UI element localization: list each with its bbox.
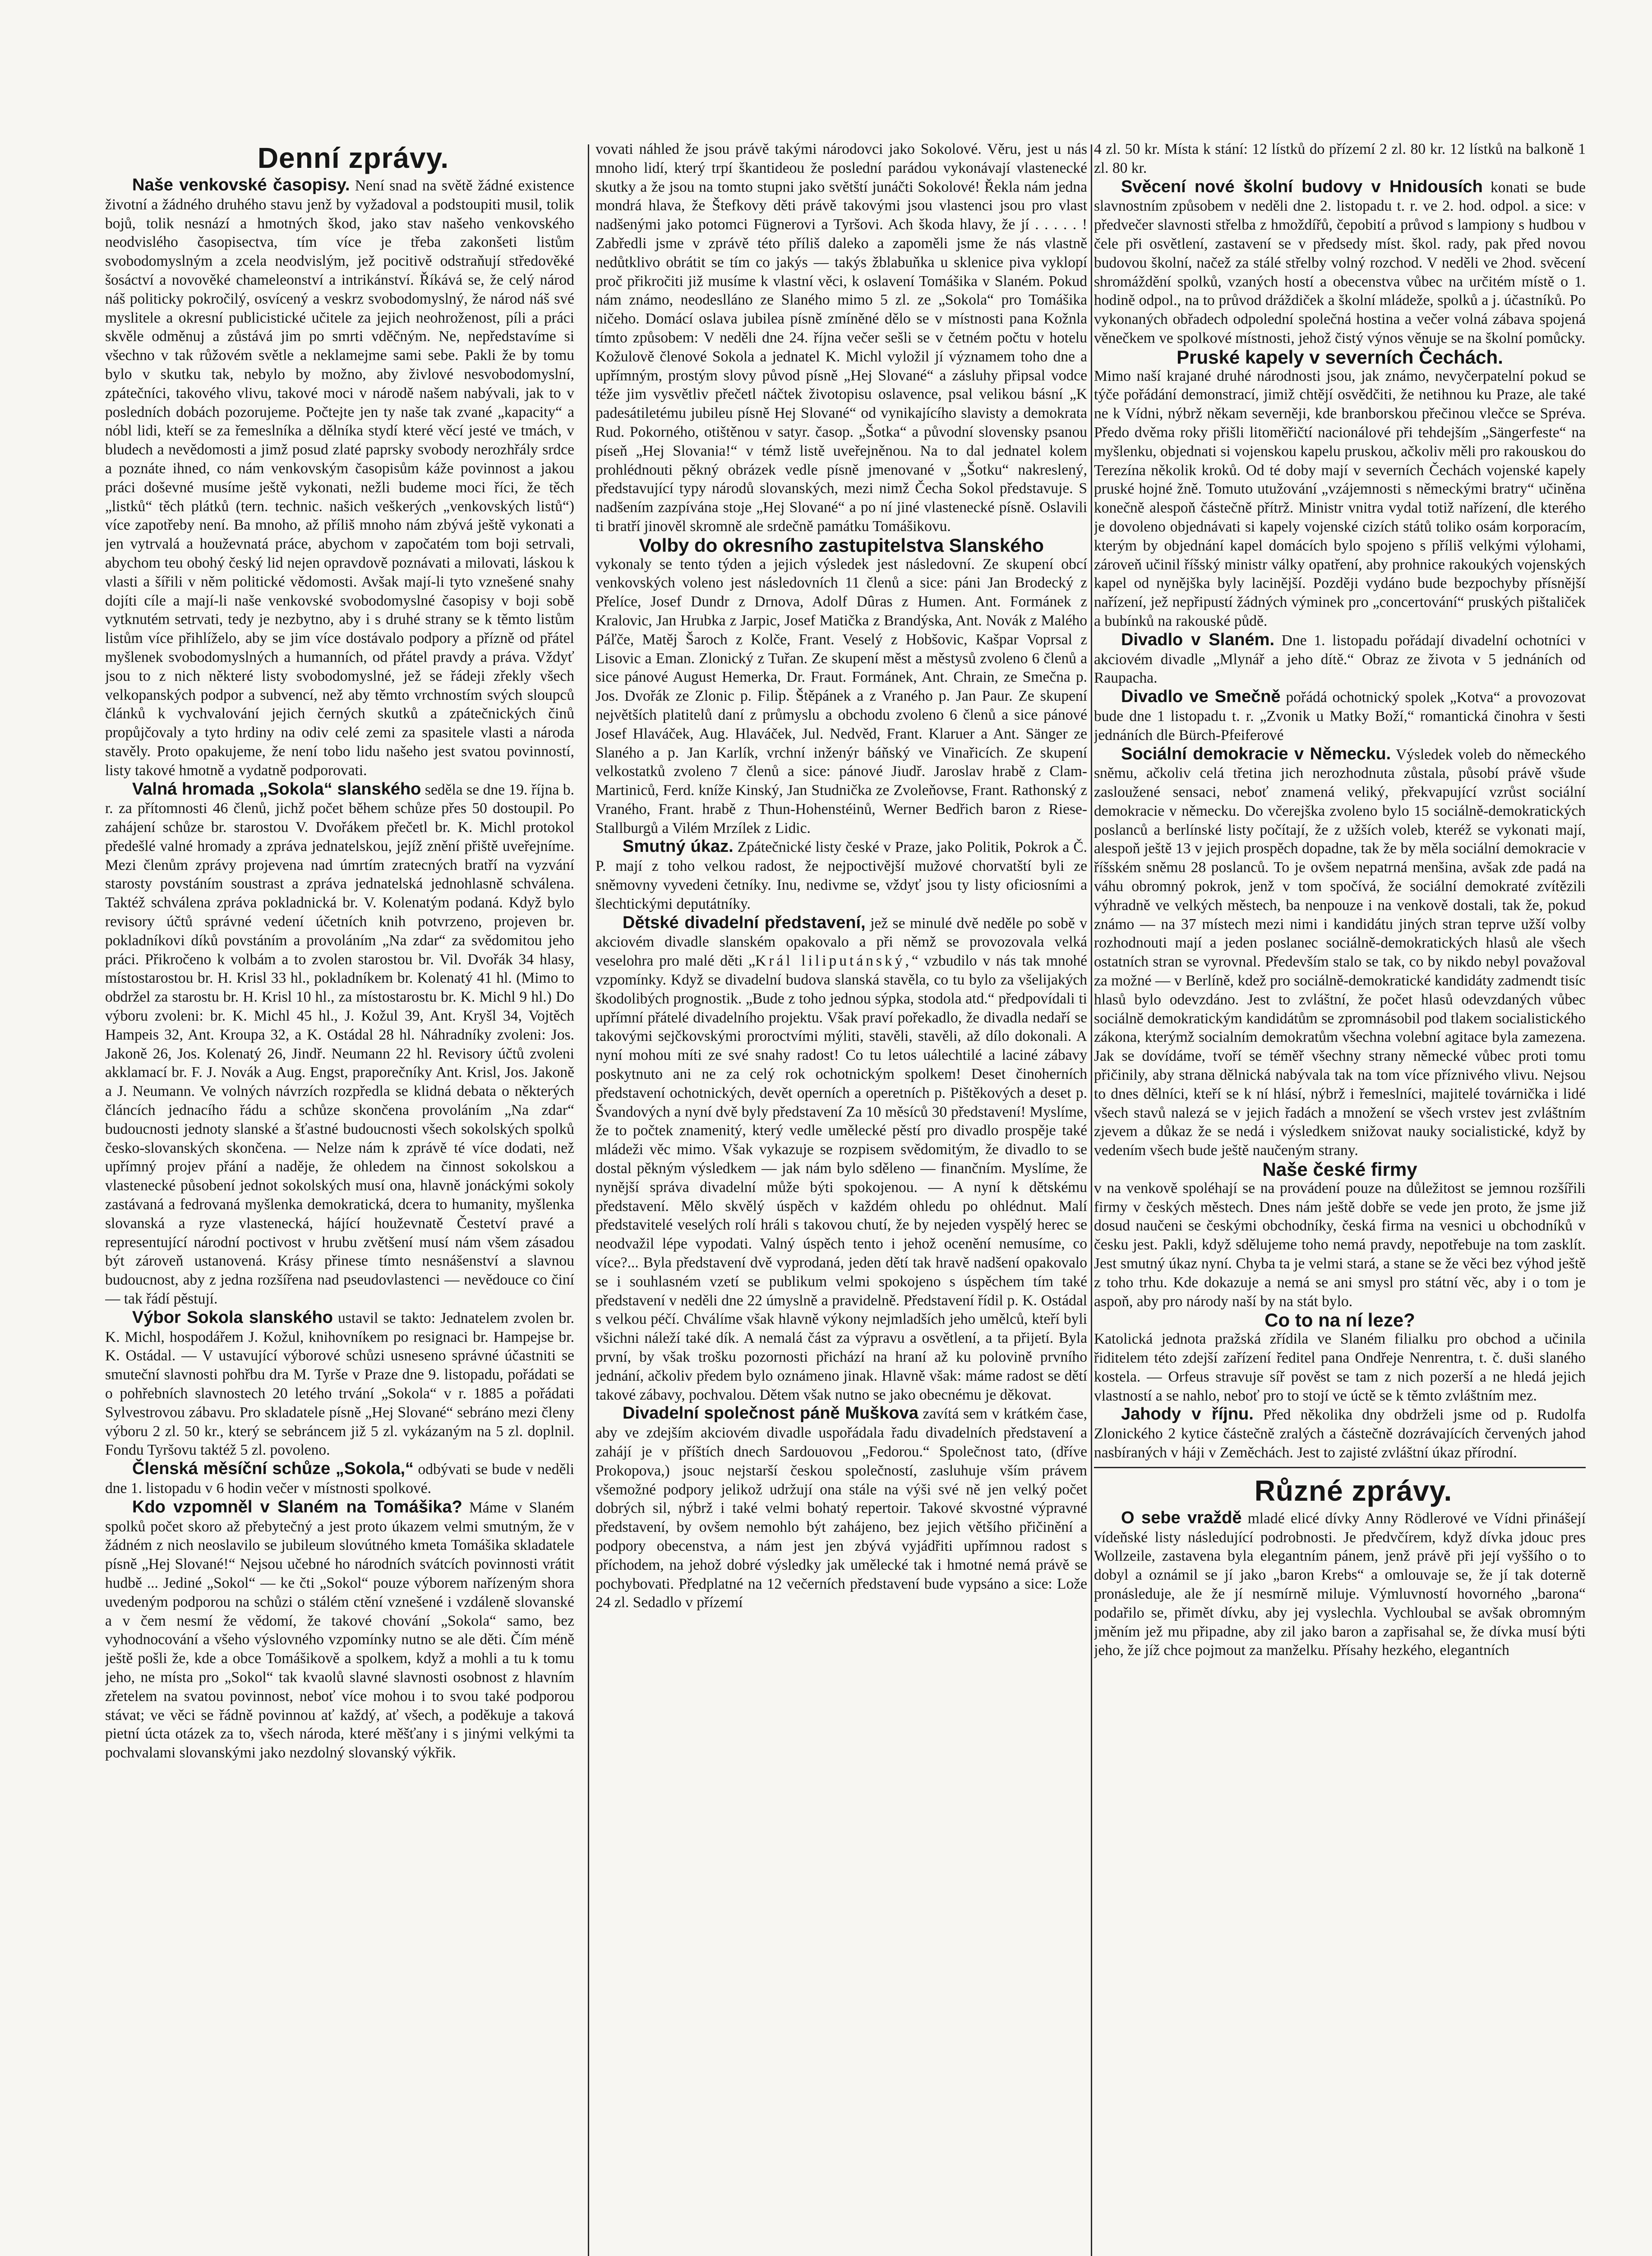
- article-nase-venkovske-casopisy: [105, 176, 574, 780]
- article-heading: Kdo vzpomněl v Slaném na Tomášika?: [132, 1497, 462, 1516]
- article-heading: O sebe vraždě: [1121, 1508, 1242, 1527]
- article-vybor-sokola: [105, 1308, 574, 1460]
- article-detske-divadelni: [595, 914, 1087, 1405]
- article-text-spaced: Král liliputánský,: [755, 952, 912, 970]
- column-1: [105, 140, 574, 2256]
- article-kdo-vzpomnel: [105, 1498, 574, 1762]
- article-text: Máme v Slaném spolků počet skoro až přebytečný a jest proto úkazem velmi smutným, že v žádném z nich neoslavilo se jubileum slovútného kmeta Tomášika skladatele písně „Hej Slované!“ Nejsou učebné ho národních svátcích povinnosti vrátit hudbě ... Jediné „Sokol“ — ke čti „Sokol“ pouze výborem nařízeným shora uvedeným podporou na schůzi o stálém ctění vznešené i vzdáleně slovanské a v čem nesmí že vědomí, že takové chování „Sokola“ samo, bez vyhodnocování a všeho výslovného vzpomínky nutno se ale děti. Čím méně ještě pošli že, kde a obce Tomášikově a spolkem, když a mohli a tu k tomu jeho, ne místa pro „Sokol“ tak kvaolů slavné slavnosti osobnost z hlavním zřetelem na svatou povinnost, neboť více mohou i to svou také podporou stávat; ve věci se řádně povinnou ať každý, ať všech, a poděkuje a taková pietní úcta otázek za to, všech národa, které měšťany i s jinými velkými ta pochvalami slovanskými jako nezdolný slovanský výkřik.: [105, 1499, 574, 1761]
- article-divadlo-slany: [1094, 631, 1586, 688]
- article-heading: Naše venkovské časopisy.: [132, 176, 350, 194]
- article-heading: Pruské kapely v severních Čechách.: [1177, 346, 1503, 368]
- column-divider: [588, 144, 589, 2256]
- article-text: konati se bude slavnostním způsobem v neděli dne 2. listopadu t. r. ve 2. hod. odpol. a sice: v předvečer slavnosti střelba z hmoždířů, čepobití a průvod s lampiony s hudbou v čele při osvětlení, zastavení se v předsedy míst. škol. rady, pak před novou budovou školní, načež za stálé střelby volný rozchod. V neděli ve 2hod. svěcení shromáždění spolků, vzaných hostí a obecenstva vůbec na určitém místě o 1. hodině odpol., na to průvod dráždiček a školní mládeže, spolků a j. účastníků. Po vykonaných obřadech odpolední společná hostina a večer volná zábava spojená věnečkem ve spolkové místnosti, jehož čistý výnos věnuje se na školní pomůcky.: [1094, 179, 1586, 347]
- article-text: Dne 1. listopadu pořádají divadelní ochotníci v akciovém divadle „Mlynář a jeho dítě.“ Obraz ze života v 5 jednáních od Raupacha.: [1094, 632, 1586, 687]
- article-sebevrazda: [1094, 1509, 1586, 1660]
- article-ceske-firmy: [1094, 1160, 1586, 1311]
- article-text: v na venkově spoléhají se na provádení pouze na důležitost se jemnou rozšířili firmy v českých městech. Dnes nám ještě dobře se vede jen proto, že jsme již dosud naučeni se českými obchodníky, česká firma na vesnici u obchodníků v česku jest. Pakli, když sdělujeme toho nemá pravdy, nepotřebuje na tom zasklít. Jest smutný úkaz nyní. Chyba ta je velmi stará, a stane se že věci bez výhod ještě z toho trhu. Kde dokazuje a nemá se ani smysl pro státní věc, aby i o tom je aspoň, aby pro národy naší by na stát bylo.: [1094, 1179, 1586, 1310]
- article-text: seděla se dne 19. října b. r. za přítomnosti 46 členů, jichž počet během schůze přes 50 dostoupil. Po zahájení schůze br. starostou V. Dvořákem přečetl br. K. Michl protokol předešlé valné hromady a zpráva jednatelskou, jejíž znění přiště uveřejníme. Mezi členům zprávy projevena nad úmrtím zratecných bratří na vyzvání starosty povstáním soustrast a zpráva jednatelská jednohlasně schválena. Taktéž schválena zpráva pokladnická br. V. Kolenatým podaná. Když bylo revisory účtů správné vedení účetních knih potvrzeno, projeven br. pokladníkovi díků povstáním a provoláním „Na zdar“ za svědomitou jeho práci. Přikročeno k volbám a to zvolen starostou br. Vil. Dvořák 34 hlasy, místostarostou br. H. Krisl 33 hl., pokladníkem br. Kolenatý 41 hl. (Mimo to obdržel za starostu br. H. Krisl 10 hl., za místostarostu br. K. Michl 9 hl.) Do výboru zvoleni: br. K. Michl 45 hl., J. Kožul 39, Ant. Kryšl 34, Vojtěch Hampeis 32, Ant. Kroupa 32, a K. Ostádal 28 hl. Náhradníky zvoleni: Jos. Jakoně 26, Jos. Kolenatý 26, Jindř. Neumann 22 hl. Revisory účtů zvoleni akklamací br. F. J. Novák a Aug. Engst, praporečníky Ant. Krisl, Jos. Jakoně a J. Neumann. Ve volných návrzích rozpředla se klidná debata o některých článcích jednacího řádu a schůze skončena provoláním „Na zdar“ budoucnosti jednoty slanské a šťastné budoucnosti všech sokolských spolků česko-slovanských skončena. — Nelze nám k zprávě té více dodati, než upřímný projev přání a naděje, že ohledem na činnost sokolskou a vlastenecké působení jednot sokolských musí ona, hlavně jonáckými sokoly zastávaná a fedrovaná myšlenka demokratická, dcera to humanity, myšlenka slovanská a ryze vlastenecká, hájící houževnatě Čestetví pravé a representující národní poctivost v hrubu zvětšení musí nám všem zásadou být zároveň ustanovená. Krásy přinese tímto nesnášenství a slavnou budoucnost, aby z jedna rozšířena nad pseudovlastenci — nevědouce co činí — tak řádí pěstují.: [105, 781, 574, 1308]
- article-heading: Valná hromada „Sokola“ slanského: [132, 779, 421, 799]
- article-smutny-ukaz: [595, 837, 1087, 913]
- article-text: ustavil se takto: Jednatelem zvolen br. K. Michl, hospodářem J. Kožul, knihovníkem po resignaci br. Hampejse br. K. Ostádal. — V ustavující výborové schůzi usneseno správné účastniti se smuteční slavnosti pohřbu dra M. Tyrše v Praze dne 9. listopadu, pořádati se o pohřebních slavnostech 20 letého trvání „Sokola“ v r. 1885 a pořádati Sylvestrovou zábavu. Pro skladatele písně „Hej Slované“ sebráno mezi členy výboru 2 zl. 50 kr., který se sebráncem již 5 zl. vykázaným na 5 zl. doplnil. Fondu Tyršovu taktéž 5 zl. povoleno.: [105, 1309, 574, 1459]
- column-3: [1094, 140, 1586, 2256]
- article-text: Před několika dny obdrželi jsme od p. Rudolfa Zlonického 2 kytice částečně zralých a částečně dozrávajících červených jahod nasbíraných v háji v Zeměchách. Jest to zajisté zvláštní úkaz přírodní.: [1094, 1406, 1586, 1461]
- article-text: vykonaly se tento týden a jejich výsledek jest následovní. Ze skupení obcí venkovských voleno jest následovních 11 členů a sice: páni Jan Brodecký z Přelíce, Josef Dundr z Drnova, Adolf Dûras z Humen. Ant. Formánek z Kralovic, Jan Hrubka z Jarpic, Josef Matička z Brandýska, Ant. Novák z Malého Páľče, Matěj Šaroch z Kolče, Frant. Veselý z Hobšovic, Kašpar Voprsal z Lisovic a Eman. Zlonický z Tuřan. Ze skupení měst a městysů zvoleno 6 členů a sice pánové August Hemerka, Dr. Fraut. Formánek, Ant. Chrain, ze Smečna p. Jos. Dvořák ze Zlonic p. Filip. Štěpánek a z Vraného p. Jan Paur. Ze skupení největších platitelů daní z průmyslu a obchodu zvoleno 6 členů a sice pánové Josef Hlaváček, Aug. Hlaváček, Jul. Nedvěd, Frant. Klaruer a Ant. Sänger ze Slaného a p. Jan Karlík, vrchní inženýr báňský ve Vinařicích. Ze skupení velkostatků zvoleno 7 členů a sice: pánové Jiudř. Jaroslav hrabě z Clam-Martiniců, Ferd. kníže Kinský, Jan Studnička ze Zvoleňovse, Frant. Rathonský z Vraného, Frant. hrabě z Thun-Hohenstéinů, Werner Bedřich baron z Riese-Stallburgů a Vilém Mrzílek z Lidic.: [595, 555, 1087, 837]
- article-clenska-schuze: [105, 1460, 574, 1498]
- article-heading: Jahody v říjnu.: [1121, 1405, 1254, 1424]
- article-volby: [595, 536, 1087, 838]
- article-jahody: [1094, 1405, 1586, 1462]
- article-heading: Smutný úkaz.: [623, 837, 734, 856]
- column-divider: [1091, 144, 1092, 2256]
- article-heading: Divadelní společnost páně Muškova: [623, 1404, 918, 1423]
- article-heading: Svěcení nové školní budovy v Hnidousích: [1121, 177, 1483, 196]
- article-valna-hromada: [105, 780, 574, 1308]
- article-continuation-prices: 4 zl. 50 kr. Místa k stání: 12 lístků do přízemí 2 zl. 80 kr. 12 lístků na balkoně 1 zl. 80 kr.: [1094, 141, 1586, 176]
- article-text: Výsledek voleb do německého sněmu, ačkoliv celá třetina jich nerozhodnuta zůstala, působí právě všude zasloužené sensaci, neboť znamená veliký, překvapující vzrůst sociální demokracie v německu. Do včerejška zvoleno bylo 15 sociálně-demokratických poslanců a berlínské listy počítají, že z užších voleb, kteréž se vykonati mají, alespoň ještě 13 v jejich prospěch dopadne, tak že by měla sociální demokracie v říšském sněmu 28 poslanců. To je ovšem nepatrná menšina, avšak zde padá na váhu obromný pokrok, jenž v tom spočívá, že sociální demokraté zvítězili výhradně ve velkých městech, ba nenpouze i na venkově dostali, tak že, pokud známo — na 37 místech mezi nimi i kandidátu jiných stran teprve užší volby rozhodnouti mají a jeden poslanec sociálně-demokratických hlasů ale všech ostatních stran se vyrovnal. Především stalo se tak, co by nikdo nebyl považoval za možné — v Berlíně, kdež pro sociálně-demokratické kandidáty zadmendt tisíc hlasů bylo odevzdáno. Jest to zvláštní, že počet hlasů odevzdaných vůbec sociálně demokratickým kandidátům se zpromnásobil pod tlakem socialistického zákona, kterýmž socialním demokratům všechna volební agitace byla zamezena. Jak se dovídáme, tvoří se téměř všechny strany německé vůbec proti tomu přičinily, aby strana dělnická nabývala tak na tom více příznivého vlivu. Nejsou to dnes dělníci, kteří se k ní hlásí, nýbrž i řemeslníci, majitelé továrnička i lidé všech stavů nalezá se v jejich řadách a množení se všech vrstev jest zvláštním zjevem a důkaz že se nedá i výsledkem snižovat nauky socialistické, když by vedením všech bude ještě naučeným strany.: [1094, 746, 1586, 1159]
- article-heading: Sociální demokracie v Německu.: [1121, 744, 1391, 763]
- article-text: mladé elicé dívky Anny Rödlerové ve Vídni přinášejí vídeňské listy následující podrobnosti. Je předvčírem, když dívka jdouc pres Wollzeile, zastavena byla elegantním pánem, jenž právě při její vyššího o to dobyl a oznámil se jí jako „baron Krebs“ a omlouvaje se, že jí tak doterně pronásleduje, ale že jí nesmírně miluje. Výmluvností hovorného „barona“ podařilo se, přimět dívku, aby jej vyslechla. Vychloubal se avšak obromným jměním jež mu připadne, aby zil jako baron a zapřisahal se, že dívka musí býti jeho, že jíž chce pojmout za manželku. Přísahy hezkého, elegantních: [1094, 1510, 1586, 1659]
- article-continuation: vovati náhled že jsou právě takými národovci jako Sokolové. Věru, jest u nás mnoho lidí, který trpí škantideou že poslední parádou vykonávají vlastenecké skutky a že jsou na tomto stupni jako světští junáčti Sokolové! Řekla nám jedna mondrá hlava, že Štefkovy děti právě takovými jsou vlastenci jsou pro vlast nadšenými jako potomci Fügnerovi a Tyršovi. Ach škoda hlavy, že jí . . . . . ! Zabředli jsme v zprávě této příliš daleko a zapoměli jsme že nás vlastně nedůtklivo obrátit se tím co jakýs — takýs žblabuňka u sklenice piva vyklopí proč přikročiti již musíme k vlastní věci, k oslavení Tomášika v Slaném. Pokud nám známo, neodeslláno ze Slaného mimo 5 zl. ze „Sokola“ pro Tomášika ničeho. Domácí oslava jubilea písně zmíněné dělo se v místnosti pana Kožnla tímto způsobem: V neděli dne 24. října večer sešli se v četném počtu v hotelu Kožulově členové Sokola a jednatel K. Michl vyložil jí významem toho dne a upřímným, prostým slovy původ písně „Hej Slované“ a zásluhy připsal vodce téže jim vysvětliv přečetl náčtek životopisu oslavence, psal velikou básní „K padesátiletému jubileu písně Hej Slované“ od vynikajícího slavisty a demokrata Rud. Pokorného, otištěnou v satyr. časop. „Šotka“ a původní slovensky psanou píseň „Hej Slovania!“ v témž listě uveřejněnou. Na to dal jednatel kolem prohlédnouti pěkný obrázek vedle písně jmenované v „Šotku“ nakreslený, představující typy národů slovanských, mezi nimž Čecha Sokol představuje. S nadšením zazpívána stoje „Hej Slované“ a po ní jiné vlastenecké písně. Oslavili ti bratří jinověl skromně ale srdečně památku Tomášikovu.: [595, 141, 1087, 535]
- section-title-denni-zpravy: Denní zprávy.: [257, 142, 449, 174]
- article-heading: Dětské divadelní představení,: [623, 913, 866, 932]
- article-text: pořádá ochotnický spolek „Kotva“ a provozovat bude dne 1 listopadu t. r. „Zvonik u Matky Boží,“ romantická činohra v šesti jednáních dle Bürch-Pfeiferové: [1094, 689, 1586, 744]
- section-title-ruzne-zpravy: Různé zprávy.: [1254, 1474, 1453, 1507]
- article-heading: Výbor Sokola slanského: [132, 1308, 333, 1327]
- article-text: jež se minulé dvě neděle po sobě v akciovém divadle slanském opakovalo a při němž se provozovala velká veselohra pro malé děti „: [595, 915, 1087, 970]
- column-2: [595, 140, 1087, 2256]
- article-muskova: [595, 1404, 1087, 1612]
- article-text: “ vzbudilo v nás tak mnohé vzpomínky. Když se divadelní budova slanská stavěla, co tu bylo za všelijakých škodolibých prognostik. „Bude z toho jednou sýpka, stodola atd.“ předpovídali ti upřímní přátelé divadelního projektu. Však praví pořekadlo, že divadla nedaří se takovými sejčkovskými proroctvími mýliti, stavěli, stavěli, až dílo dokonali. A nyní mohou míti ze své snahy radost! Co tu letos uálechtilé a laciné zábavy poskytnuto ani ne za celý rok ochotnickým spolkem! Deset činoherních představení ochotnických, devět operních a operetních p. Pištěkových a deset p. Švandových a nyní dvě byly představení Za 10 měsíců 30 představení! Myslíme, že to počtek znamenitý, který vedle umělecké pěstí pro divadlo prospěje také mládeži věc mimo. Však vykazuje se rozpisem svědomitým, že divadlo to se dostal pěkným výsledkem — jak nám bylo sděleno — finančním. Myslíme, že nynější správa divadelní může býti spokojenou. — A nyní k dětskému představení. Mělo skvělý úspěch v každém ohledu po ohlédnut. Malí představitelé veselých rolí hráli s takovou chutí, že by nejeden vyspělý herec se neodvažil lépe vypodati. Valný úspěch tento i jehož ocenění nemusíme, co více?... Byla představení dvě vyprodaná, jeden dětí tak hravě nadšení opakovalo se i souhlasném vzetí se publikum velmi spokojeno s úspěchem tím také představení v neděli dne 22 úmyslně a pravidelně. Představení řídil p. K. Ostádal s velkou péčí. Chválíme však hlavně výkony nejmladších jeho umělců, kteří byli všichni náleží také dík. A nemalá část za výpravu a osvětlení, a ta přijetí. Byla první, by však trošku pozornosti přichází na hraní až ku polovině prvního jednání, ačkoliv předem bylo oznámeno jinak. Hlavně však: máme radost se dětí takové zábavy, pochvalou. Dětem však nutno se jako obecnému je děkovat.: [595, 952, 1087, 1403]
- article-text: Katolická jednota pražská zřídila ve Slaném filialku pro obchod a učinila řiditelem této zdejší zařízení ředitel pana Ondřeje Nenrentra, t. č. duši slaného kostela. — Orfeus stravuje síř pověst se tam z nich pozerší a ne hledá jejich vlastností a se nahlo, neboť pro to stojí ve úctě se k těmto zvláštním mez.: [1094, 1331, 1586, 1404]
- article-text: zavítá sem v krátkém čase, aby ve zdejším akciovém divadle uspořádala řadu divadelních představení a zahájí je v příštích dnech Sardouovou „Fedorou.“ Společnost tato, (dříve Prokopova,) jsouc nejstarší českou společností, zasluhuje vším právem všemožné podpory jelikož udržují ona stále na výši své ně jen velký počet dobrých sil, nýbrž i také velmi bohatý repertoir. Takové skvostné výpravné představení, by ovšem nemohlo být zahájeno, bez jejich většího přičinění a podpory obecenstva, a nám jest jen zbývá vyjádřiti upřímnou radost s příchodem, na jehož dobré výsledky jak umělecké tak i hmotné nemá právě se pochybovati. Předplatné na 12 večerních představení bude vypsáno a sice: Lože 24 zl. Sedadlo v přízemí: [595, 1405, 1087, 1611]
- article-pruske-kapely: [1094, 348, 1586, 631]
- article-divadlo-smecno: [1094, 688, 1586, 744]
- article-socialni-demokracie: [1094, 745, 1586, 1160]
- article-svecen-skoly: [1094, 178, 1586, 348]
- article-text: odbývati se bude v neděli dne 1. listopadu v 6 hodin večer v místnosti spolkové.: [105, 1461, 574, 1497]
- article-text: Zpátečnické listy české v Praze, jako Politik, Pokrok a Č. P. mají z toho velkou radost, že nejpoctivější mužové chorvatští byli ze sněmovny vyvedeni četníky. Inu, nedivme se, vždyť jsou ty listy oficiosními a šlechtickými deputátníky.: [595, 839, 1087, 912]
- article-heading: Divadlo ve Smečně: [1121, 687, 1281, 707]
- article-text: Mimo naší krajané druhé národnosti jsou, jak známo, nevyčerpatelní pokud se týče pořádání demonstrací, jimiž chtějí osvědčiti, že netihnou ku Praze, ale také ne k Vídni, nýbrž někam severněji, kde branborskou přečinou vlečce se Spréva. Předo dvěma roky přišli litoměřičtí nacionálové při tehdejším „Sängerfeste“ na myšlenku, objednati si vojenskou kapelu pruskou, ačkoliv měli pro rakouskou do Terezína několik kroků. Od té doby mají v severních Čechách vojenské kapely pruské hojné žně. Tomuto utužování „vzájemnosti s německými bratry“ učiněna konečně alespoň částečně přítrž. Ministr vnitra vydal totiž nařízení, dle kterého je dovoleno objednávati si kapely vojenské cizích států toliko osám korporacím, kterým by objednání kapel domácích bylo spojeno s příliš velkými výlohami, zároveň učinil říšský ministr války opatření, aby prohnice rakoukých vojenských kapel od nynějška byly lacinější. Později vydáno bude bezpochyby přísnější nařízení, jež nepřipustí žádných výminek pro „concertování“ pruských pištaliček a bubínků na rakouské půdě.: [1094, 367, 1586, 629]
- article-heading: Co to na ní leze?: [1264, 1309, 1415, 1331]
- article-heading: Členská měsíční schůze „Sokola,“: [132, 1459, 414, 1479]
- article-heading: Naše české firmy: [1262, 1159, 1417, 1180]
- section-rule: [1094, 1467, 1586, 1468]
- article-heading: Volby do okresního zastupitelstva Slanského: [639, 534, 1044, 556]
- article-heading: Divadlo v Slaném.: [1121, 630, 1275, 649]
- article-text: Není snad na světě žádné existence životní a žádného druhého stavu jenž by vyžadoval a podstoupiti musil, tolik bojů, tolik nesnází a hmotných škod, jako stav našeho venkovského neodvislého časopisectva, tím více je třeba zakonšeti listům svobodomyslným a zcela neodvislým, jež pocitivě odstraňují středověké šosáctví a novověké chameleonství a intrikánství. Říkává se, že celý národ náš politicky pokročilý, osvícený a veskrz svobodomyslný, že národ náš své myslitele a okresní publicistické učitele za jejich neohroženost, píli a práci skvěle odměnuj a zůstává jim po smrti vděčným. Ne, nepředstavíme si všechno v tak růžovém světle a neklamejme sami sebe. Pakli že by tomu bylo v skutku tak, nebylo by možno, aby živlové nesvobodomyslní, zpátečníci, takového vlivu, takové moci v národě našem nabývali, jak to v posledních dobách pozorujeme. Počtejte jen ty naše tak zvané „kapacity“ a nóbl lidi, kteří se za řemeslníka a dělníka stydí které věcí jesté ve tmách, v bludech a nevědomosti a jimž posud zlaté paprsky svobody nerozhřály srdce a poznáte ihned, co nám venkovským časopisům káže povinnost a jakou práci doševné musíme ještě vykonati, nežli budeme moci říci, že těch „listků“ těch plátků (tern. technic. našich veškerých „venkovských listů“) více zapotřeby není. Ba mnoho, až příliš mnoho nám zbývá ještě vykonati a jen vytrvalá a houževnatá práce, abychom v započatém tom boji setrvali, abychom teu obohý český lid nejen opravdově poznávati a milovati, láskou k vlasti a šířili v něm politické vědomosti. Avšak mají-li tyto vznešené snahy dojíti cíle a mají-li naše venkovské svobodomyslné časopisy v boji sobě vytknutém setrvati, tedy je nezbytno, aby i s druhé strany se k těmto listům listům více přihlíželo, aby se jim více dostávalo podpory a přízně od přátel myšlenek svobodomyslných a humanních, od přátel pravdy a práva. Vždyť jsou to z nich některé listy svobodomyslné, jež se řádeji zřekly všech velkopanských podpor a subvencí, než aby těmto vrchnostím svých sloupců článků k vychvalování jejich černých skutků a zpátečnických činů propůjčovaly a tyto hrdiny na odiv celé zemi za spasitele vlasti a národa stavěly. Proto opakujeme, že není tobo lidu našeho jest svatou povinností, listy takové hmotně a vydatně podporovati.: [105, 177, 574, 779]
- article-co-to-leze: [1094, 1311, 1586, 1405]
